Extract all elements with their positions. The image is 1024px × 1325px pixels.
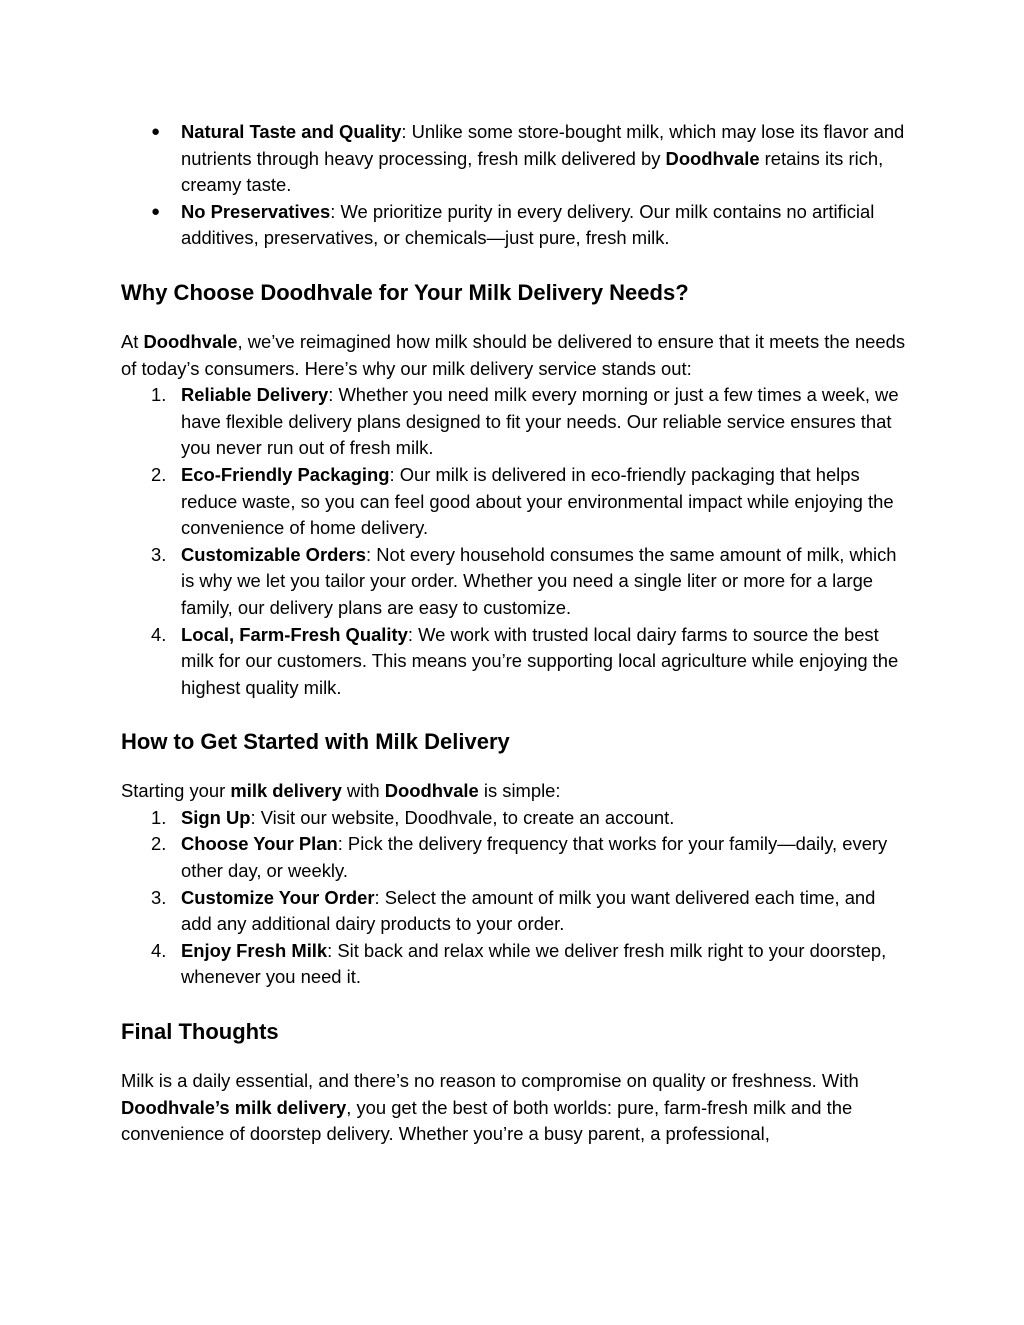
item-number: 3.: [151, 543, 167, 565]
item-text: : Sit back and relax while we deliver fresh milk right to your doorstep, whenever you need it.: [181, 939, 887, 988]
why-numbered-list: [121, 382, 911, 701]
list-item: [151, 938, 911, 991]
item-title: Enjoy Fresh Milk: [181, 939, 328, 961]
section-heading-why: Why Choose Doodhvale for Your Milk Delivery Needs?: [121, 279, 689, 305]
final-paragraph: [121, 1068, 911, 1148]
list-item: [151, 119, 911, 199]
brand-name: Doodhvale: [384, 780, 479, 802]
list-item: [151, 382, 911, 462]
bold-text: Doodhvale’s milk delivery: [121, 1096, 347, 1118]
item-number: 1.: [151, 384, 167, 406]
why-intro-paragraph: [121, 329, 911, 382]
item-title: Local, Farm-Fresh Quality: [181, 623, 408, 645]
item-title: Sign Up: [181, 806, 251, 828]
item-number: 1.: [151, 806, 167, 828]
list-item: [151, 199, 911, 252]
item-text: : Our milk is delivered in eco-friendly packaging that helps reduce waste, so you can feel good about your environmental impact while enjoying the convenience of home delivery.: [181, 463, 894, 539]
section-heading-get-started: How to Get Started with Milk Delivery: [121, 729, 510, 755]
list-item: [151, 831, 911, 884]
list-item: [151, 542, 911, 622]
item-text: : Whether you need milk every morning or just a few times a week, we have flexible delivery plans designed to fit your needs. Our reliable service ensures that you never run out of fresh milk.: [181, 384, 899, 459]
section-heading-final-thoughts: Final Thoughts: [121, 1019, 279, 1045]
brand-name: Doodhvale: [665, 147, 760, 169]
item-number: 2.: [151, 463, 167, 485]
item-text: : Unlike some store-bought milk, which may lose its flavor and nutrients through heavy processing, fresh milk delivered by: [181, 121, 905, 169]
bullet-icon: ●: [151, 123, 161, 140]
item-text: : Visit our website, Doodhvale, to create an account.: [250, 806, 675, 828]
item-text: : Not every household consumes the same amount of milk, which is why we let you tailor your order. Whether you need a single liter or more for a large family, our delivery plans are easy to customize.: [181, 543, 897, 618]
item-number: 4.: [151, 623, 167, 645]
item-text: : We prioritize purity in every delivery. Our milk contains no artificial additives, preservatives, or chemicals—just pure, fresh milk.: [181, 200, 875, 249]
brand-name: Doodhvale: [143, 330, 238, 352]
list-item: [151, 805, 911, 832]
text-span: At: [121, 330, 144, 352]
item-title: Natural Taste and Quality: [181, 121, 402, 142]
text-span: Starting your: [121, 780, 231, 802]
text-span: Milk is a daily essential, and there’s no reason to compromise on quality or freshness. With: [121, 1070, 859, 1092]
bullet-icon: ●: [151, 202, 161, 220]
document-content: [121, 119, 911, 1148]
start-numbered-list: [121, 805, 911, 991]
item-text: : Pick the delivery frequency that works for your family—daily, every other day, or weekly.: [181, 833, 888, 882]
item-number: 4.: [151, 939, 167, 961]
item-title: Customizable Orders: [181, 543, 366, 565]
item-text: retains its rich, creamy taste.: [181, 147, 884, 196]
item-title: Eco-Friendly Packaging: [181, 463, 390, 485]
item-title: No Preservatives: [181, 200, 331, 222]
list-item: [151, 622, 911, 702]
item-text: : Select the amount of milk you want delivered each time, and add any additional dairy products to your order.: [181, 886, 876, 935]
intro-bullet-list: [121, 119, 911, 252]
item-title: Customize Your Order: [181, 886, 375, 908]
start-intro-paragraph: [121, 778, 911, 805]
list-item: [151, 462, 911, 542]
list-item: [151, 885, 911, 938]
item-text: : We work with trusted local dairy farms to source the best milk for our customers. This means you’re supporting local agriculture while enjoying the highest quality milk.: [181, 623, 899, 698]
item-number: 2.: [151, 833, 167, 855]
text-span: with: [341, 780, 385, 802]
item-title: Reliable Delivery: [181, 384, 329, 406]
text-span: , you get the best of both worlds: pure, farm-fresh milk and the convenience of doorstep delivery. Whether you’re a busy parent, a professional,: [121, 1096, 853, 1145]
item-number: 3.: [151, 886, 167, 908]
item-title: Choose Your Plan: [181, 833, 338, 855]
text-span: , we’ve reimagined how milk should be delivered to ensure that it meets the needs of today’s consumers. Here’s why our milk delivery service stands out:: [121, 330, 906, 379]
bold-text: milk delivery: [230, 780, 342, 802]
text-span: is simple:: [478, 780, 561, 802]
